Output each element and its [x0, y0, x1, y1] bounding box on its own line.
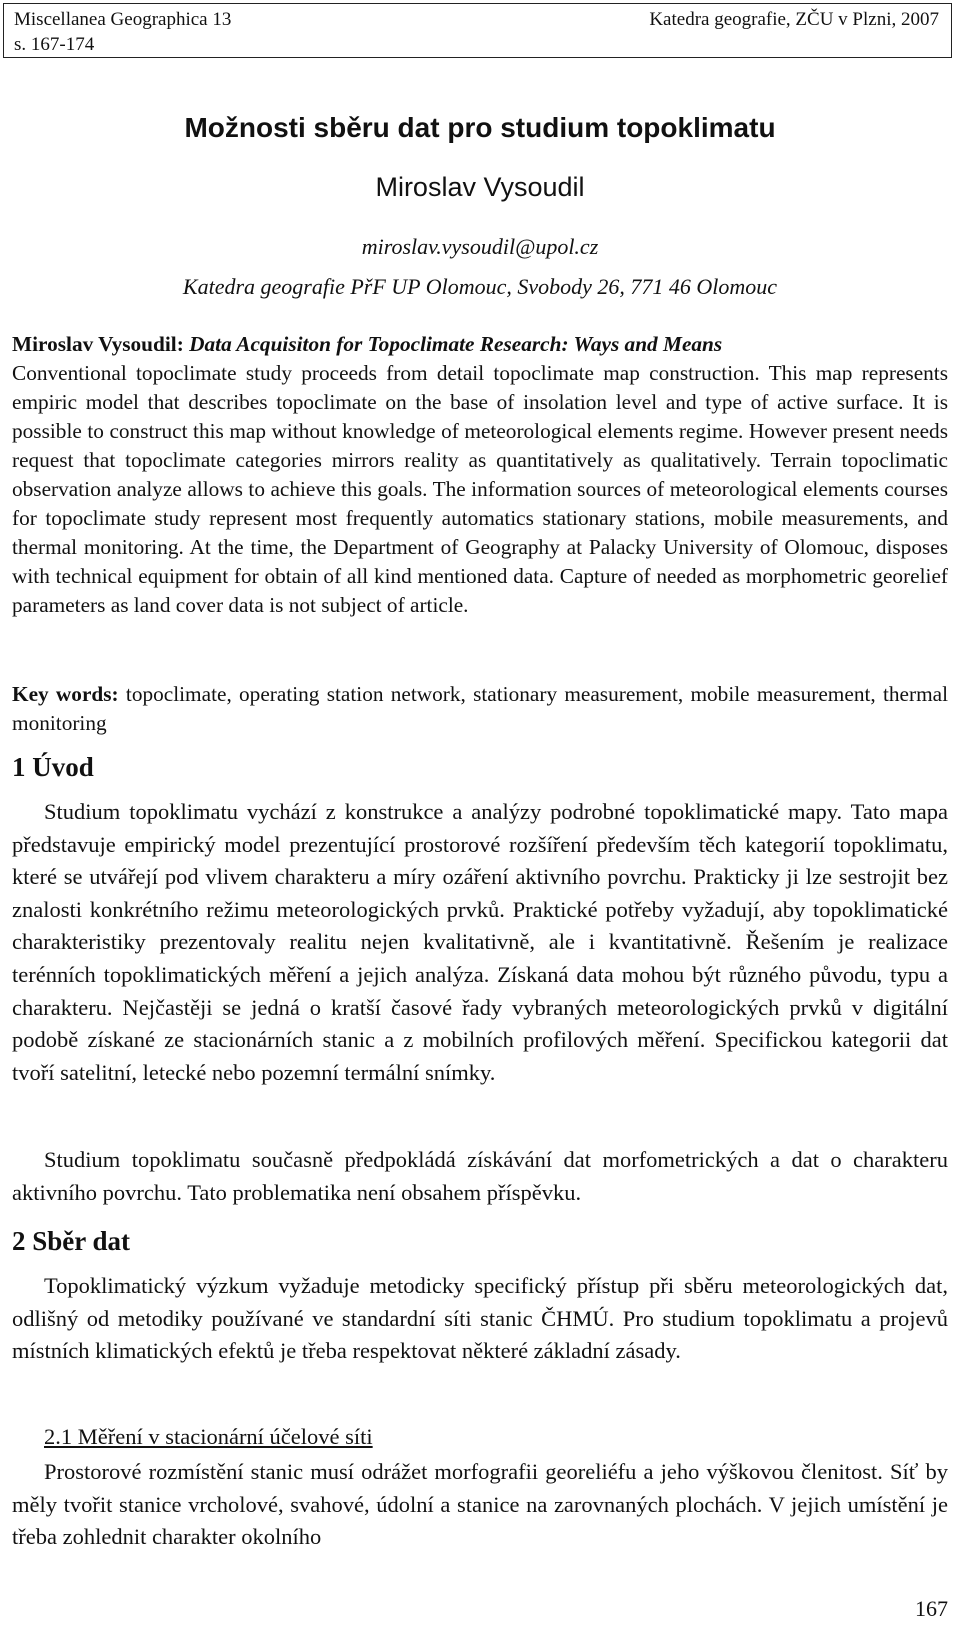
author-affiliation: Katedra geografie PřF UP Olomouc, Svobody 26, 771 46 Olomouc [182, 274, 778, 299]
abstract-title-line [12, 330, 948, 359]
author-name: Miroslav Vysoudil [375, 172, 585, 202]
page-range: s. 167-174 [14, 34, 95, 55]
subsection-2-1-paragraph: Prostorové rozmístění stanic musí odrážet morfografii georeliéfu a jeho výškovou členitost. Síť by měly tvořit stanice vrcholové, svahové, údolní a stanice na zarovnaných plochách. V jejich umístění je třeba zohlednit charakter okolního [12, 1459, 948, 1550]
section-1-paragraph-2: Studium topoklimatu současně předpokládá získávání dat morfometrických a dat o charakteru aktivního povrchu. Tato problematika není obsahem příspěvku. [12, 1147, 948, 1205]
journal-name: Miscellanea Geographica 13 [14, 9, 232, 30]
running-header [3, 3, 952, 58]
abstract [12, 330, 948, 620]
header-left [14, 7, 231, 57]
paper-title: Možnosti sběru dat pro studium topoklimatu [184, 112, 776, 143]
subsection-2-1-heading: 2.1 Měření v stacionární účelové síti [44, 1424, 373, 1449]
abstract-text: Conventional topoclimate study proceeds from detail topoclimate map construction. This map represents empiric model that describes topoclimate on the base of insolation level and type of active surface. It is possible to construct this map without knowledge of meteorological elements regime. However present needs request that topoclimate categories mirrors reality as quantitatively as qualitatively. Terrain topoclimatic observation analyze allows to achieve this goals. The information sources of meteorological elements courses for topoclimate study represent most frequently automatics stationary stations, mobile measurements, and thermal monitoring. At the time, the Department of Geography at Palacky University of Olomouc, disposes with technical equipment for obtain of all kind mentioned data. Capture of needed as morphometric georelief parameters as land cover data is not subject of article. [12, 361, 948, 617]
section-1-heading: 1 Úvod [12, 752, 94, 782]
author-email[interactable]: miroslav.vysoudil@upol.cz [361, 234, 599, 259]
header-dept: Katedra geografie, ZČU v Plzni, 2007 [649, 9, 939, 30]
section-2-paragraph-1: Topoklimatický výzkum vyžaduje metodicky specifický přístup při sběru meteorologických dat, odlišný od metodiky používané ve standardní síti stanic ČHMÚ. Pro studium topoklimatu a projevů místních klimatických efektů je třeba respektovat některé základní zásady. [12, 1273, 948, 1364]
section-1-paragraph-1: Studium topoklimatu vychází z konstrukce a analýzy podrobné topoklimatické mapy. Tato mapa představuje empirický model prezentující prostorové rozšíření především těch kategorií topoklimatu, které se utvářejí pod vlivem charakteru a míry ozáření aktivního povrchu. Prakticky ji lze sestrojit bez znalosti konkrétního režimu meteorologických prvků. Praktické potřeby vyžadují, aby topoklimatické charakteristiky prezentovaly realitu nejen kvalitativně, ale i kvantitativně. Řešením je realizace terénních topoklimatických měření a jejich analýza. Získaná data mohou být různého původu, typu a charakteru. Nejčastěji se jedná o kratší časové řady vybraných meteorologických prvků v digitální podobě získané ze stacionárních stanic a z mobilních profilových měření. Specifickou kategorii dat tvoří satelitní, letecké nebo pozemní termální snímky. [12, 799, 948, 1085]
keywords-text: topoclimate, operating station network, stationary measurement, mobile measurement, thermal monitoring [12, 682, 949, 735]
abstract-author: Miroslav Vysoudil: [12, 332, 184, 356]
abstract-en-title: Data Acquisiton for Topoclimate Research: Ways and Means [189, 332, 723, 356]
keywords [12, 680, 948, 738]
section-2-heading: 2 Sběr dat [12, 1226, 131, 1256]
keywords-label: Key words: [12, 682, 119, 706]
page-number: 167 [915, 1596, 948, 1621]
